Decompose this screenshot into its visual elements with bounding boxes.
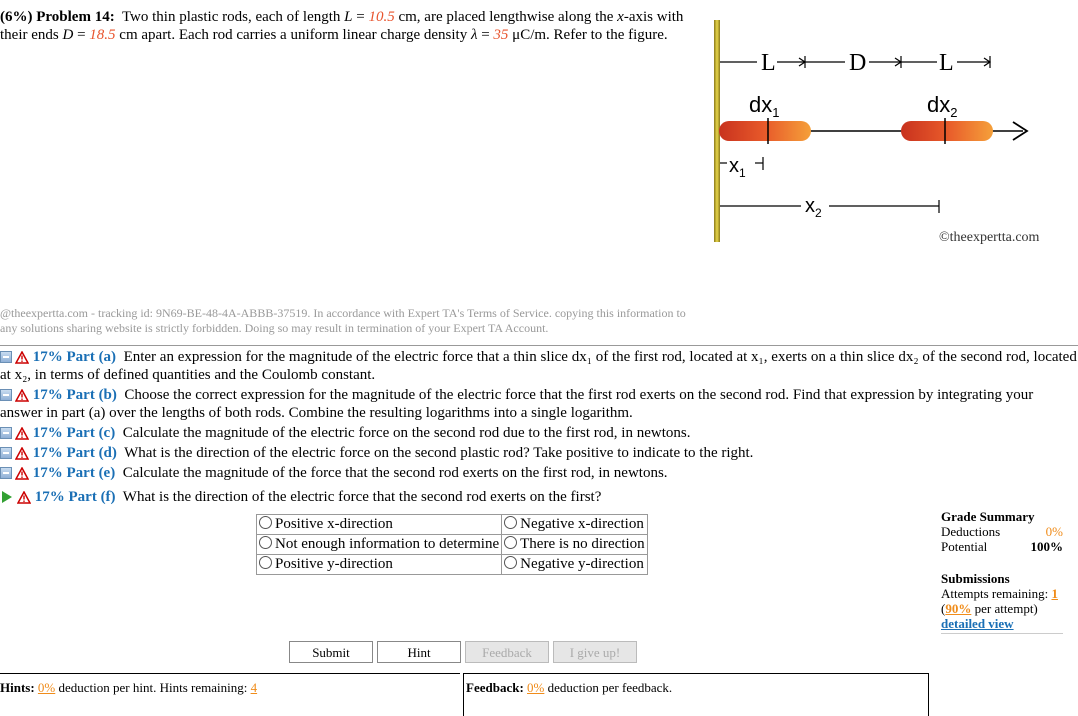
collapse-icon[interactable] <box>0 389 12 401</box>
length-value: 10.5 <box>368 9 395 25</box>
part-d[interactable] <box>0 442 1078 462</box>
grade-summary: Grade Summary Deductions 0% Potential 100% <box>941 509 1063 554</box>
option-positive-x[interactable]: Positive x-direction <box>257 515 502 535</box>
warning-icon <box>15 351 29 364</box>
rod-1 <box>719 121 811 141</box>
warning-icon <box>17 491 31 504</box>
radio-button[interactable] <box>504 536 517 549</box>
collapse-icon[interactable] <box>0 351 12 363</box>
feedback-button[interactable]: Feedback <box>465 641 549 663</box>
submissions-summary: Submissions Attempts remaining: 1 (90% per attempt) detailed view <box>941 571 1063 634</box>
part-label: 17% Part (d) <box>32 445 117 461</box>
feedback-panel: Feedback: 0% deduction per feedback. <box>463 673 929 716</box>
warning-icon <box>15 467 29 480</box>
potential-value: 100% <box>1030 539 1063 554</box>
label-dx2: $dx_2$ <box>927 92 958 120</box>
warning-icon <box>15 389 29 402</box>
part-text: Choose the correct expression for the magnitude of the electric force that the first rod exerts on the second rod. Find that expression by integrating your answer in part (a) over the lengths of both rods. Combine the resulting logarithms into a single logarithm. <box>0 387 1034 421</box>
problem-number: (6%) Problem 14: <box>0 9 115 25</box>
label-L2: L <box>939 50 954 76</box>
answer-options <box>256 514 648 575</box>
figure-copyright: ©theexpertta.com <box>939 230 1040 245</box>
part-label: 17% Part (a) <box>32 349 117 365</box>
hint-button[interactable]: Hint <box>377 641 461 663</box>
radio-button[interactable] <box>504 516 517 529</box>
give-up-button[interactable]: I give up! <box>553 641 637 663</box>
label-dx1: $dx_1$ <box>749 92 780 120</box>
deductions-value: 0% <box>1045 524 1063 539</box>
part-a[interactable] <box>0 346 1078 384</box>
radio-button[interactable] <box>259 536 272 549</box>
part-b[interactable] <box>0 384 1078 422</box>
part-text: What is the direction of the electric force on the second plastic rod? Take positive to indicate to the right. <box>124 445 754 461</box>
radio-button[interactable] <box>259 516 272 529</box>
current-part-icon <box>2 491 12 503</box>
label-L1: L <box>761 50 776 76</box>
hint-deduction: 0% <box>37 680 56 695</box>
hints-remaining: 4 <box>250 680 258 695</box>
attempts-remaining: 1 <box>1051 586 1058 601</box>
distance-value: 18.5 <box>89 27 116 43</box>
part-label: 17% Part (b) <box>32 387 117 403</box>
part-f[interactable] <box>0 482 1078 506</box>
part-c[interactable] <box>0 422 1078 442</box>
charge-density-value: 35 <box>493 27 509 43</box>
radio-button[interactable] <box>259 556 272 569</box>
submit-button[interactable]: Submit <box>289 641 373 663</box>
detailed-view-link[interactable]: detailed view <box>941 616 1014 631</box>
tracking-notice: @theexpertta.com - tracking id: 9N69-BE-48-4A-ABBB-37519. In accordance with Expert TA's Terms of Service. copying this information to any solutions sharing website is strictly forbidden. Doing so may result in termination of your Expert TA Account. <box>0 306 686 335</box>
part-e[interactable] <box>0 462 1078 482</box>
part-text: Enter an expression for the magnitude of the electric force that a thin slice dx₁ of the first rod, located at x₁, exerts on a thin slice dx₂ of the second rod, located at x₂, in terms of defined quantities and the Coulomb constant. <box>0 349 1077 383</box>
option-positive-y[interactable]: Positive y-direction <box>257 555 502 575</box>
option-negative-x[interactable]: Negative x-direction <box>502 515 648 535</box>
collapse-icon[interactable] <box>0 447 12 459</box>
x2-dimension <box>720 200 939 213</box>
warning-icon <box>15 427 29 440</box>
part-text: What is the direction of the electric force that the second rod exerts on the first? <box>122 489 602 505</box>
label-x2: $x_2$ <box>805 195 822 220</box>
parts-list <box>0 345 1078 506</box>
warning-icon <box>15 447 29 460</box>
part-label: 17% Part (c) <box>32 425 116 441</box>
hints-panel: Hints: 0% deduction per hint. Hints remaining: 4 <box>0 673 460 716</box>
rod-2 <box>901 121 993 141</box>
collapse-icon[interactable] <box>0 467 12 479</box>
option-no-direction[interactable]: There is no direction <box>502 535 648 555</box>
option-not-enough-info[interactable]: Not enough information to determine <box>257 535 502 555</box>
part-text: Calculate the magnitude of the electric force on the second rod due to the first rod, in newtons. <box>122 425 691 441</box>
problem-statement: (6%) Problem 14: Two thin plastic rods, each of length L = 10.5 cm, are placed lengthwise along the x-axis with their ends D = 18.5 cm apart. Each rod carries a uniform linear charge density λ = 35 μC/m. Refer to the figure. <box>0 9 684 43</box>
part-text: Calculate the magnitude of the force that the second rod exerts on the first rod, in newtons. <box>122 465 668 481</box>
label-x1: $x_1$ <box>729 155 746 180</box>
collapse-icon[interactable] <box>0 427 12 439</box>
rods-figure <box>705 20 1075 260</box>
option-negative-y[interactable]: Negative y-direction <box>502 555 648 575</box>
feedback-deduction: 0% <box>527 680 545 695</box>
part-label: 17% Part (f) <box>34 489 116 505</box>
part-label: 17% Part (e) <box>32 465 116 481</box>
radio-button[interactable] <box>504 556 517 569</box>
label-D: D <box>849 50 867 76</box>
